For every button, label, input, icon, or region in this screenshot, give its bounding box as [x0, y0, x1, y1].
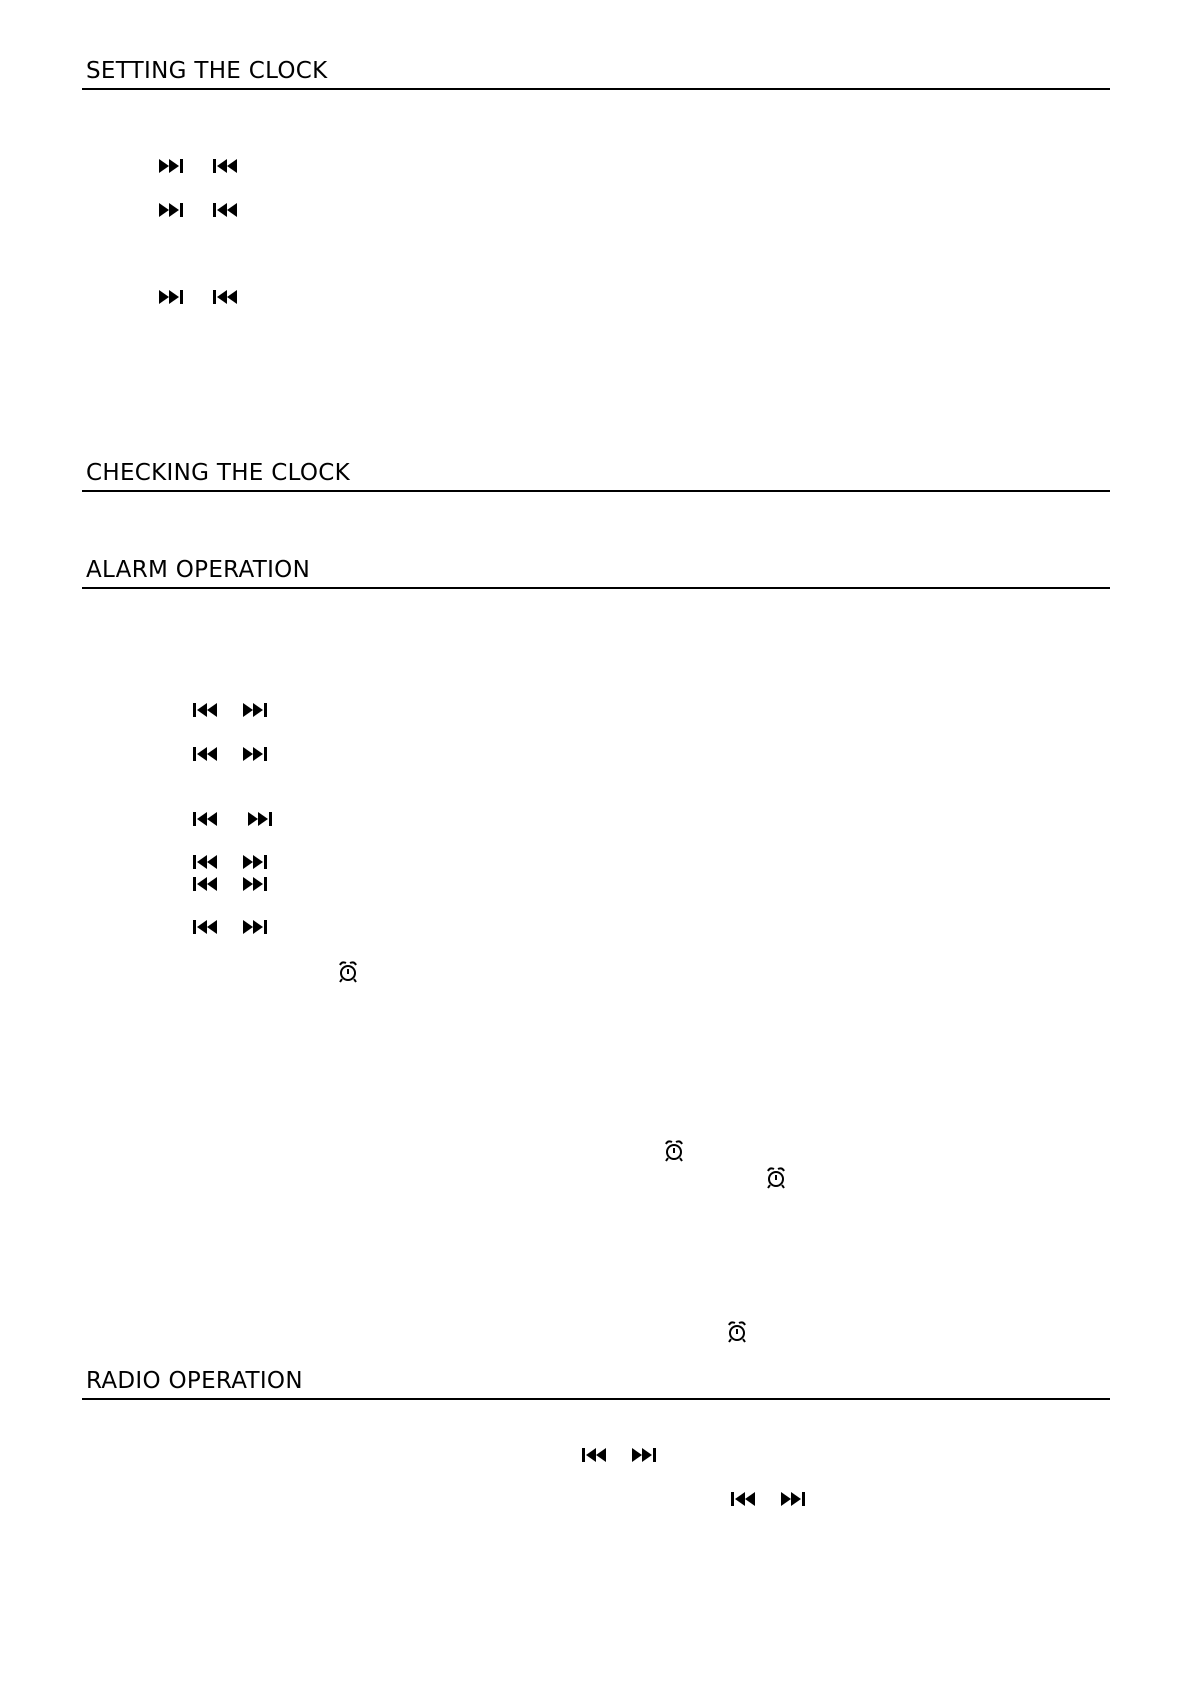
button-pair: [191, 745, 271, 763]
button-pair: [159, 201, 239, 219]
section-divider: [82, 1398, 1110, 1400]
previous-track-icon: [191, 745, 217, 763]
next-track-icon: [159, 288, 185, 306]
section-title-setting-clock: SETTING THE CLOCK: [86, 58, 328, 84]
checking-clock-section: [82, 456, 1110, 492]
next-track-icon: [159, 157, 185, 175]
section-title-alarm-operation: ALARM OPERATION: [86, 557, 311, 583]
next-track-icon: [248, 810, 274, 828]
previous-track-icon: [191, 875, 217, 893]
button-pair: [729, 1490, 809, 1508]
button-pair: [191, 810, 277, 828]
button-pair: [580, 1446, 660, 1464]
section-divider: [82, 587, 1110, 589]
section-divider: [82, 490, 1110, 492]
previous-track-icon: [580, 1446, 606, 1464]
alarm-clock-icon: [765, 1166, 787, 1190]
button-pair: [191, 875, 271, 893]
previous-track-icon: [191, 810, 217, 828]
alarm-operation-section: [82, 553, 1110, 589]
previous-track-icon: [191, 701, 217, 719]
section-divider: [82, 88, 1110, 90]
next-track-icon: [632, 1446, 658, 1464]
next-track-icon: [243, 853, 269, 871]
section-title-radio-operation: RADIO OPERATION: [86, 1368, 303, 1394]
next-track-icon: [159, 201, 185, 219]
next-track-icon: [243, 745, 269, 763]
next-track-icon: [243, 918, 269, 936]
previous-track-icon: [191, 853, 217, 871]
alarm-clock-icon: [726, 1320, 748, 1344]
next-track-icon: [243, 701, 269, 719]
radio-operation-section: [82, 1364, 1110, 1400]
button-pair: [159, 157, 239, 175]
section-title-checking-clock: CHECKING THE CLOCK: [86, 460, 351, 486]
alarm-clock-icon: [337, 960, 359, 984]
next-track-icon: [243, 875, 269, 893]
previous-track-icon: [191, 918, 217, 936]
previous-track-icon: [211, 201, 237, 219]
previous-track-icon: [729, 1490, 755, 1508]
button-pair: [191, 918, 271, 936]
button-pair: [159, 288, 239, 306]
alarm-clock-icon: [663, 1139, 685, 1163]
previous-track-icon: [211, 288, 237, 306]
setting-clock-section: [82, 54, 1110, 90]
next-track-icon: [781, 1490, 807, 1508]
button-pair: [191, 853, 271, 871]
button-pair: [191, 701, 271, 719]
previous-track-icon: [211, 157, 237, 175]
